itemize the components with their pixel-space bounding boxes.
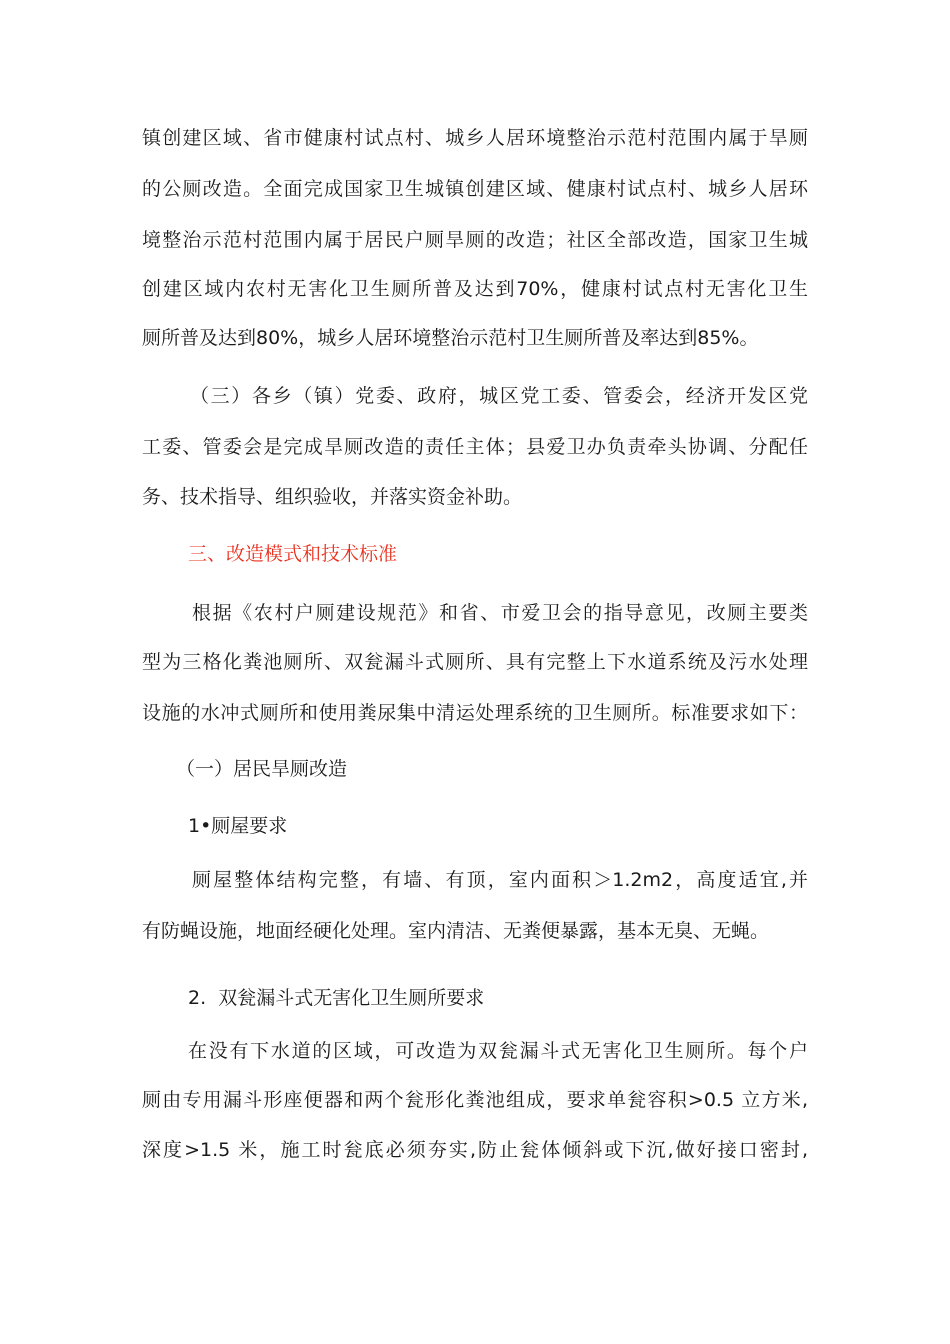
paragraph-line: 型为三格化粪池厕所、双瓮漏斗式厕所、具有完整上下水道系统及污水处理	[142, 651, 808, 673]
paragraph-line: （三）各乡（镇）党委、政府，城区党工委、管委会，经济开发区党	[190, 385, 808, 407]
paragraph-line: 在没有下水道的区域，可改造为双瓮漏斗式无害化卫生厕所。每个户	[188, 1040, 808, 1062]
paragraph-line: 镇创建区域、省市健康村试点村、城乡人居环境整治示范村范围内属于旱厕	[142, 127, 808, 149]
subheading: 2. 双瓮漏斗式无害化卫生厕所要求	[188, 987, 485, 1009]
paragraph-line: 厕所普及达到80%，城乡人居环境整治示范村卫生厕所普及率达到85%。	[142, 327, 759, 349]
paragraph-line: 有防蝇设施，地面经硬化处理。室内清洁、无粪便暴露，基本无臭、无蝇。	[142, 920, 770, 942]
paragraph-line: 务、技术指导、组织验收，并落实资金补助。	[142, 486, 523, 508]
subheading: 1•厕屋要求	[188, 815, 288, 837]
paragraph-line: 厕由专用漏斗形座便器和两个瓮形化粪池组成，要求单瓮容积>0.5 立方米,	[142, 1089, 808, 1111]
paragraph-line: 设施的水冲式厕所和使用粪尿集中清运处理系统的卫生厕所。标准要求如下：	[142, 702, 808, 724]
paragraph-line: 厕屋整体结构完整，有墙、有顶，室内面积＞1.2m2，高度适宜,并	[192, 869, 808, 891]
paragraph-line: 工委、管委会是完成旱厕改造的责任主体；县爱卫办负责牵头协调、分配任	[142, 436, 808, 458]
paragraph-line: 的公厕改造。全面完成国家卫生城镇创建区域、健康村试点村、城乡人居环	[142, 178, 808, 200]
subheading: （一）居民旱厕改造	[176, 758, 348, 780]
paragraph-line: 根据《农村户厕建设规范》和省、市爱卫会的指导意见，改厕主要类	[192, 602, 808, 624]
paragraph-line: 创建区域内农村无害化卫生厕所普及达到70%，健康村试点村无害化卫生	[142, 278, 808, 300]
paragraph-line: 境整治示范村范围内属于居民户厕旱厕的改造；社区全部改造，国家卫生城	[142, 229, 808, 251]
paragraph-line: 深度>1.5 米，施工时瓮底必须夯实,防止瓮体倾斜或下沉,做好接口密封,	[142, 1139, 808, 1161]
section-heading: 三、改造模式和技术标准	[188, 543, 398, 565]
